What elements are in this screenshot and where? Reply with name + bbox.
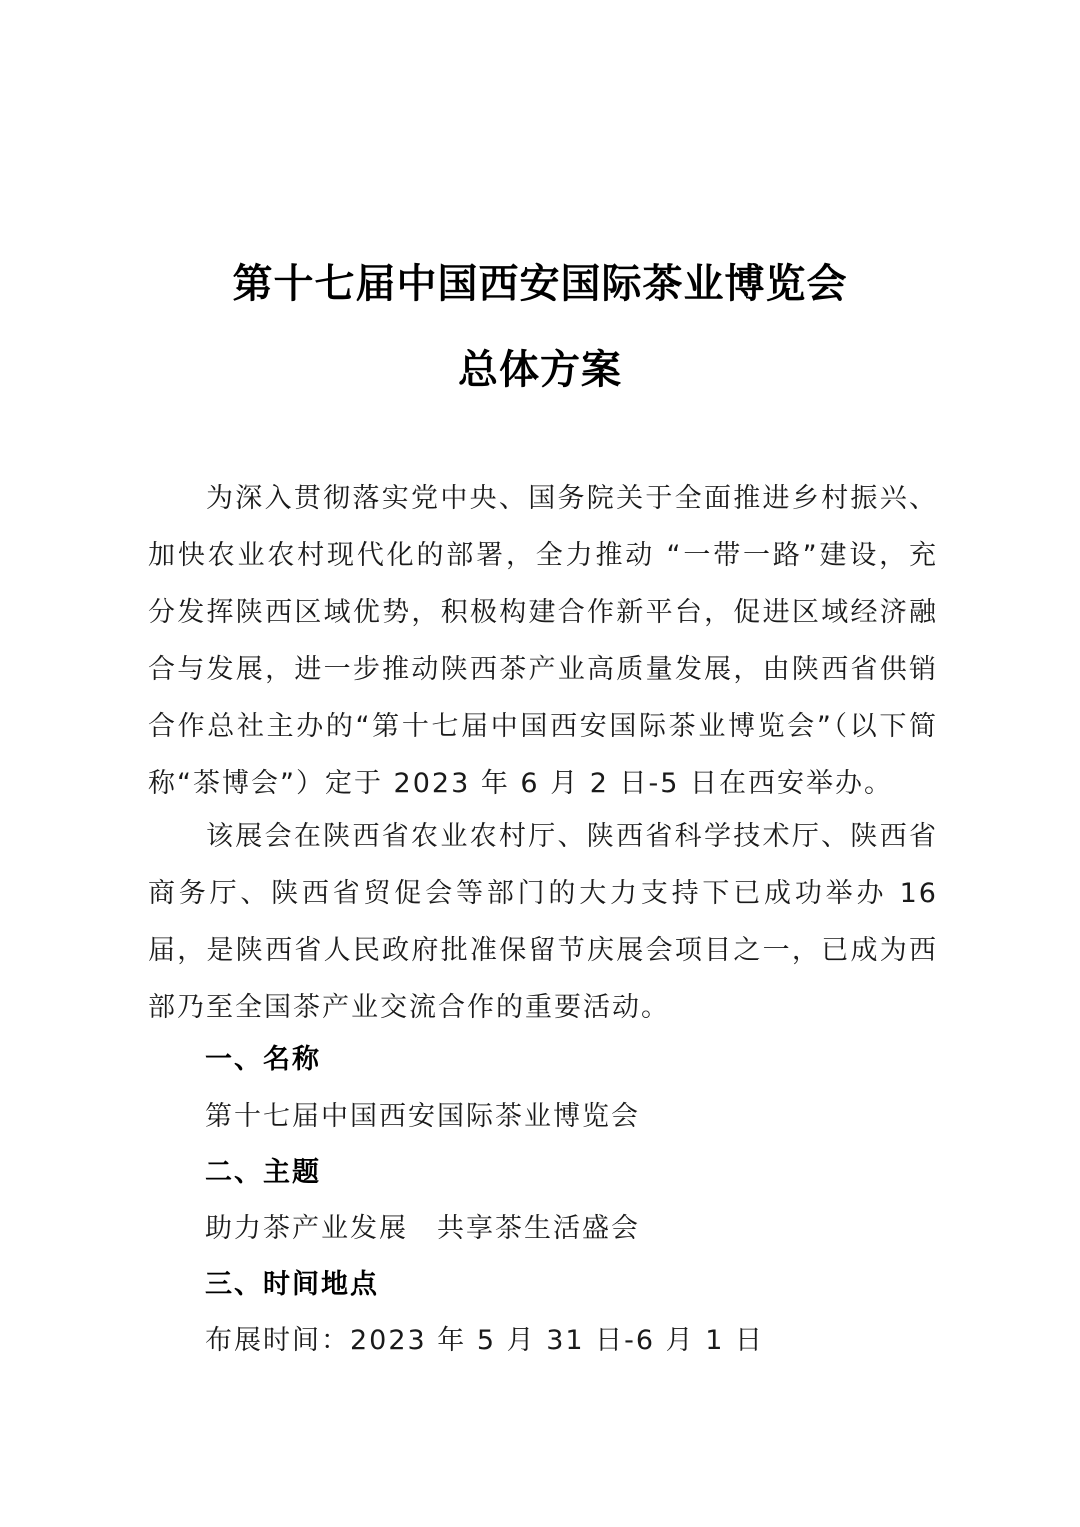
document-subtitle: 总体方案 [458, 346, 622, 393]
section-content-setup-time: 布展时间：2023 年 5 月 31 日-6 月 1 日 [205, 1325, 765, 1356]
paragraph-text: 为深入贯彻落实党中央、国务院关于全面推进乡村振兴、加快农业农村现代化的部署，全力推动 “一带一路”建设，充分发挥陕西区域优势，积极构建合作新平台，促进区域经济融合与发展，进一步推动陕西茶产业高质量发展，由陕西省供销合作总社主办的“第十七届中国西安国际茶业博览会”（以下简称“茶博会”）定于 2023 年 6 月 2 日-5 日在西安举办。 [148, 483, 938, 799]
section-content-name: 第十七届中国西安国际茶业博览会 [205, 1101, 640, 1132]
background-paragraph [148, 808, 938, 1036]
section-heading-time-place: 三、时间地点 [205, 1269, 379, 1300]
document-title: 第十七届中国西安国际茶业博览会 [232, 260, 848, 307]
section-content-theme: 助力茶产业发展 共享茶生活盛会 [205, 1213, 640, 1244]
paragraph-text: 该展会在陕西省农业农村厅、陕西省科学技术厅、陕西省商务厅、陕西省贸促会等部门的大力支持下已成功举办 16 届，是陕西省人民政府批准保留节庆展会项目之一，已成为西部乃至全国茶产业交流合作的重要活动。 [148, 821, 938, 1023]
section-heading-theme: 二、主题 [205, 1157, 321, 1188]
intro-paragraph [148, 470, 938, 812]
section-heading-name: 一、名称 [205, 1044, 321, 1075]
